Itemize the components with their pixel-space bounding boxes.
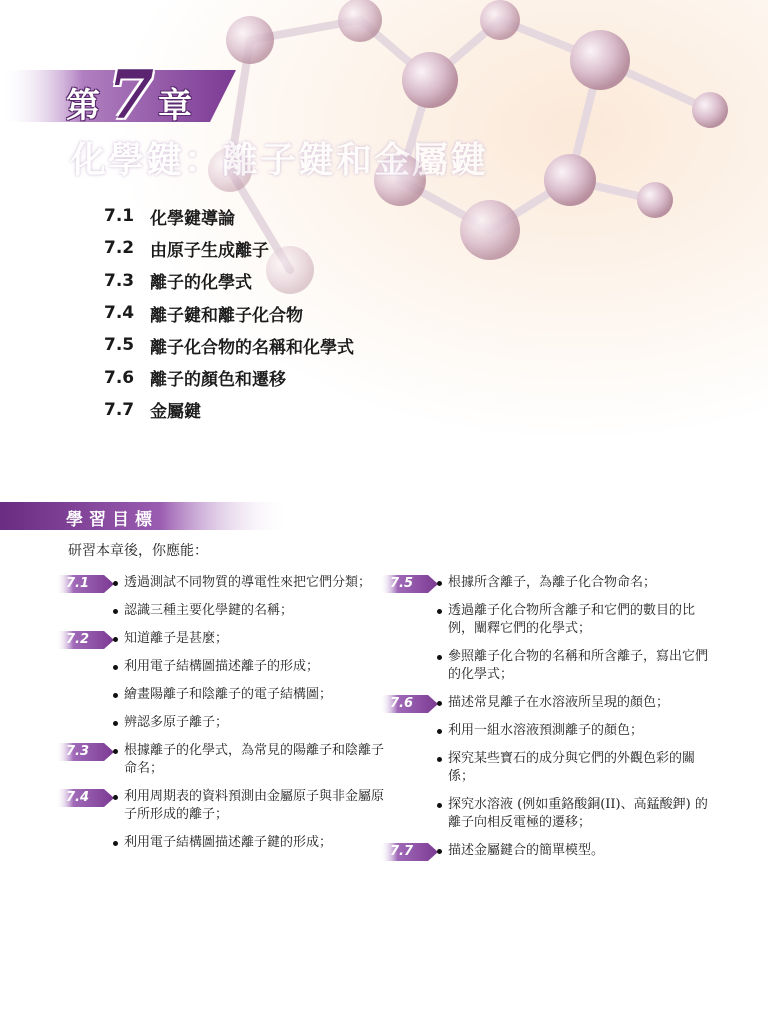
toc-title: 離子化合物的名稱和化學式 — [150, 337, 354, 358]
toc-item[interactable] — [104, 200, 354, 232]
section-tag[interactable] — [380, 843, 440, 861]
objectives-title: 學習目標 — [66, 510, 158, 530]
objective-item: 參照離子化合物的名稱和所含離子，寫出它們的化學式； — [436, 648, 710, 684]
objective-item: 描述金屬鍵合的簡單模型。 — [436, 842, 710, 860]
objectives-left-column — [56, 574, 386, 862]
toc-item[interactable] — [104, 394, 354, 426]
toc-number: 7.2 — [104, 238, 135, 259]
toc-number: 7.3 — [104, 270, 135, 291]
objective-section — [56, 574, 386, 620]
chapter-banner — [0, 56, 236, 134]
objective-section — [56, 630, 386, 732]
section-tag[interactable] — [56, 789, 116, 807]
section-tag[interactable] — [56, 743, 116, 761]
objective-section — [56, 742, 386, 778]
section-tag[interactable] — [56, 631, 116, 649]
toc-title: 離子鍵和離子化合物 — [150, 305, 303, 326]
objectives-header — [0, 502, 290, 530]
chapter-number: 7 — [108, 56, 154, 134]
objective-item: 利用電子結構圖描述離子的形成； — [112, 658, 386, 676]
objective-item: 利用周期表的資料預測由金屬原子與非金屬原子所形成的離子； — [112, 788, 386, 824]
toc-title: 離子的化學式 — [150, 273, 252, 294]
toc-number: 7.1 — [104, 206, 135, 227]
toc-title: 金屬鍵 — [150, 402, 201, 423]
toc-number: 7.6 — [104, 367, 135, 388]
toc-item[interactable] — [104, 265, 354, 297]
section-tag-label: 7.1 — [66, 576, 90, 591]
table-of-contents — [104, 200, 354, 426]
objective-section — [56, 788, 386, 852]
section-tag[interactable] — [380, 695, 440, 713]
section-tag-label: 7.4 — [66, 790, 90, 805]
section-tag-label: 7.7 — [390, 844, 414, 859]
objective-section — [380, 842, 710, 860]
toc-item[interactable] — [104, 329, 354, 361]
objective-item: 利用電子結構圖描述離子鍵的形成； — [112, 834, 386, 852]
section-tag-label: 7.5 — [390, 576, 414, 591]
objective-item: 根據所含離子，為離子化合物命名； — [436, 574, 710, 592]
objectives-intro: 研習本章後，你應能： — [68, 543, 208, 559]
objectives-right-column — [380, 574, 710, 870]
objective-item: 利用一組水溶液預測離子的顏色； — [436, 722, 710, 740]
section-tag[interactable] — [380, 575, 440, 593]
objective-item: 透過離子化合物所含離子和它們的數目的比例，闡釋它們的化學式； — [436, 602, 710, 638]
objective-item: 認識三種主要化學鍵的名稱； — [112, 602, 386, 620]
toc-item[interactable] — [104, 297, 354, 329]
objective-item: 根據離子的化學式，為常見的陽離子和陰離子命名； — [112, 742, 386, 778]
objective-item: 描述常見離子在水溶液所呈現的顏色； — [436, 694, 710, 712]
toc-number: 7.5 — [104, 335, 135, 356]
objective-section — [380, 574, 710, 684]
objective-section — [380, 694, 710, 832]
section-tag-label: 7.6 — [390, 696, 414, 711]
toc-number: 7.4 — [104, 303, 135, 324]
chapter-suffix: 章 — [158, 86, 192, 126]
toc-number: 7.7 — [104, 399, 135, 420]
objective-item: 探究某些寶石的成分與它們的外觀色彩的關係； — [436, 750, 710, 786]
toc-title: 離子的顏色和遷移 — [150, 370, 286, 391]
section-tag[interactable] — [56, 575, 116, 593]
toc-title: 由原子生成離子 — [150, 240, 269, 261]
toc-item[interactable] — [104, 232, 354, 264]
objective-item: 透過測試不同物質的導電性來把它們分類； — [112, 574, 386, 592]
section-tag-label: 7.2 — [66, 632, 90, 647]
chapter-title: 化學鍵：離子鍵和金屬鍵 — [70, 140, 489, 181]
objective-item: 探究水溶液 (例如重鉻酸銅(II)、高錳酸鉀) 的離子向相反電極的遷移； — [436, 796, 710, 832]
objective-item: 辨認多原子離子； — [112, 714, 386, 732]
objective-item: 繪畫陽離子和陰離子的電子結構圖； — [112, 686, 386, 704]
toc-title: 化學鍵導論 — [150, 208, 235, 229]
section-tag-label: 7.3 — [66, 744, 90, 759]
objective-item: 知道離子是甚麼； — [112, 630, 386, 648]
toc-item[interactable] — [104, 361, 354, 393]
chapter-prefix: 第 — [66, 86, 100, 126]
